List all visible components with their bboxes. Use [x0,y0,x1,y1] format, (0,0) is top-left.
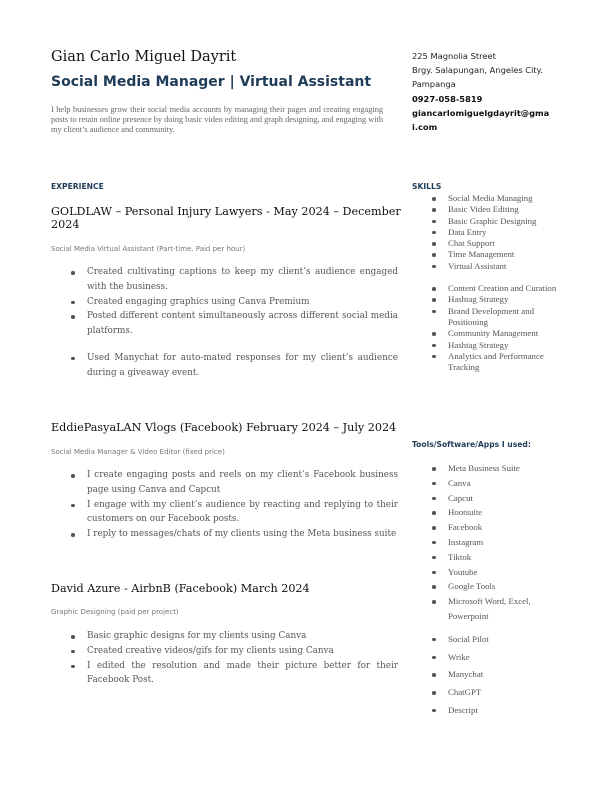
contact-province: Pampanga [412,79,456,90]
experience-heading: EXPERIENCE [51,182,104,191]
list-item: Basic Graphic Designing [432,216,562,227]
candidate-role: Social Media Manager | Virtual Assistant [51,74,372,90]
contact-street: 225 Magnolia Street [412,51,496,61]
list-item: Basic Video Editing [432,204,562,215]
list-item: Time Management [432,249,562,260]
list-item: Hashtag Strategy [432,294,562,305]
list-item: I engage with my client’s audience by reacting and replying to their customers on our Facebook posts. [71,498,398,528]
job-subtitle: Social Media Virtual Assistant (Part-time. Paid per hour) [51,245,246,253]
job-title: David Azure - AirbnB (Facebook) March 2024 [51,582,310,595]
list-item: Analytics and Performance Tracking [432,351,562,374]
list-item: I reply to messages/chats of my clients using the Meta business suite [71,527,398,542]
list-item: Virtual Assistant [432,261,562,272]
job-subtitle: Social Media Manager & Video Editor (fixed price) [51,448,225,456]
list-item: I create engaging posts and reels on my client’s Facebook business page using Canva and Capcut [71,468,398,498]
list-item: Google Tools [432,579,562,594]
job-subtitle: Graphic Designing (paid per project) [51,608,179,616]
list-item: Brand Development and Positioning [432,306,562,329]
list-item: Descript [432,703,562,718]
skills-heading: SKILLS [412,182,442,191]
list-item: Instagram [432,535,562,550]
job-title: GOLDLAW – Personal Injury Lawyers - May 2024 – December 2024 [51,205,401,231]
list-item: I edited the resolution and made their picture better for their Facebook Post. [71,659,398,689]
list-item: Chat Support [432,238,562,249]
list-item: Posted different content simultaneously across different social media platforms. [71,309,398,339]
candidate-name: Gian Carlo Miguel Dayrit [51,49,237,65]
contact-city: Brgy. Salapungan, Angeles City. [412,65,544,76]
list-item: Capcut [432,491,562,506]
list-item: Used Manychat for auto-mated responses for my client’s audience during a giveaway event. [71,351,398,381]
list-item: Social Media Managing [432,193,562,204]
list-item: Created creative videos/gifs for my clients using Canva [71,644,398,659]
list-item: Created cultivating captions to keep my client’s audience engaged with the business. [71,265,398,295]
contact-phone: 0927-058-5819 [412,93,483,104]
list-item: Tiktok [432,550,562,565]
job-bullets [71,468,398,542]
list-item: Canva [432,476,562,491]
list-item: Microsoft Word, Excel, Powerpoint [432,594,562,624]
list-item: Manychat [432,667,562,682]
job-bullets [71,265,398,381]
list-item: Basic graphic designs for my clients using Canva [71,629,398,644]
contact-email: giancarlomiguelgdayrit@gmai.com [412,107,550,133]
job-title: EddiePasyaLAN Vlogs (Facebook) February 2024 – July 2024 [51,421,397,434]
job-bullets [71,629,398,688]
list-item: Content Creation and Curation [432,283,562,294]
list-item: Hashtag Strategy [432,340,562,351]
summary: I help businesses grow their social media accounts by managing their pages and creating engaging posts to retain online presence by doing basic video editing and graph designing, and engaging with my client’s audience and community. [51,105,383,134]
list-item: Youtube [432,565,562,580]
skills-list [432,193,562,373]
list-item: Created engaging graphics using Canva Premium [71,295,398,310]
tools-heading: Tools/Software/Apps I used: [412,440,531,449]
list-item: Meta Business Suite [432,461,562,476]
list-item: Data Entry [432,227,562,238]
list-item: Community Management [432,328,562,339]
list-item: Facebook [432,520,562,535]
list-item: Social Pilot [432,632,562,647]
list-item: ChatGPT [432,685,562,700]
list-item: Hootsuite [432,505,562,520]
list-item: Wrike [432,650,562,665]
contact-block [412,49,552,134]
tools-list [432,461,562,718]
